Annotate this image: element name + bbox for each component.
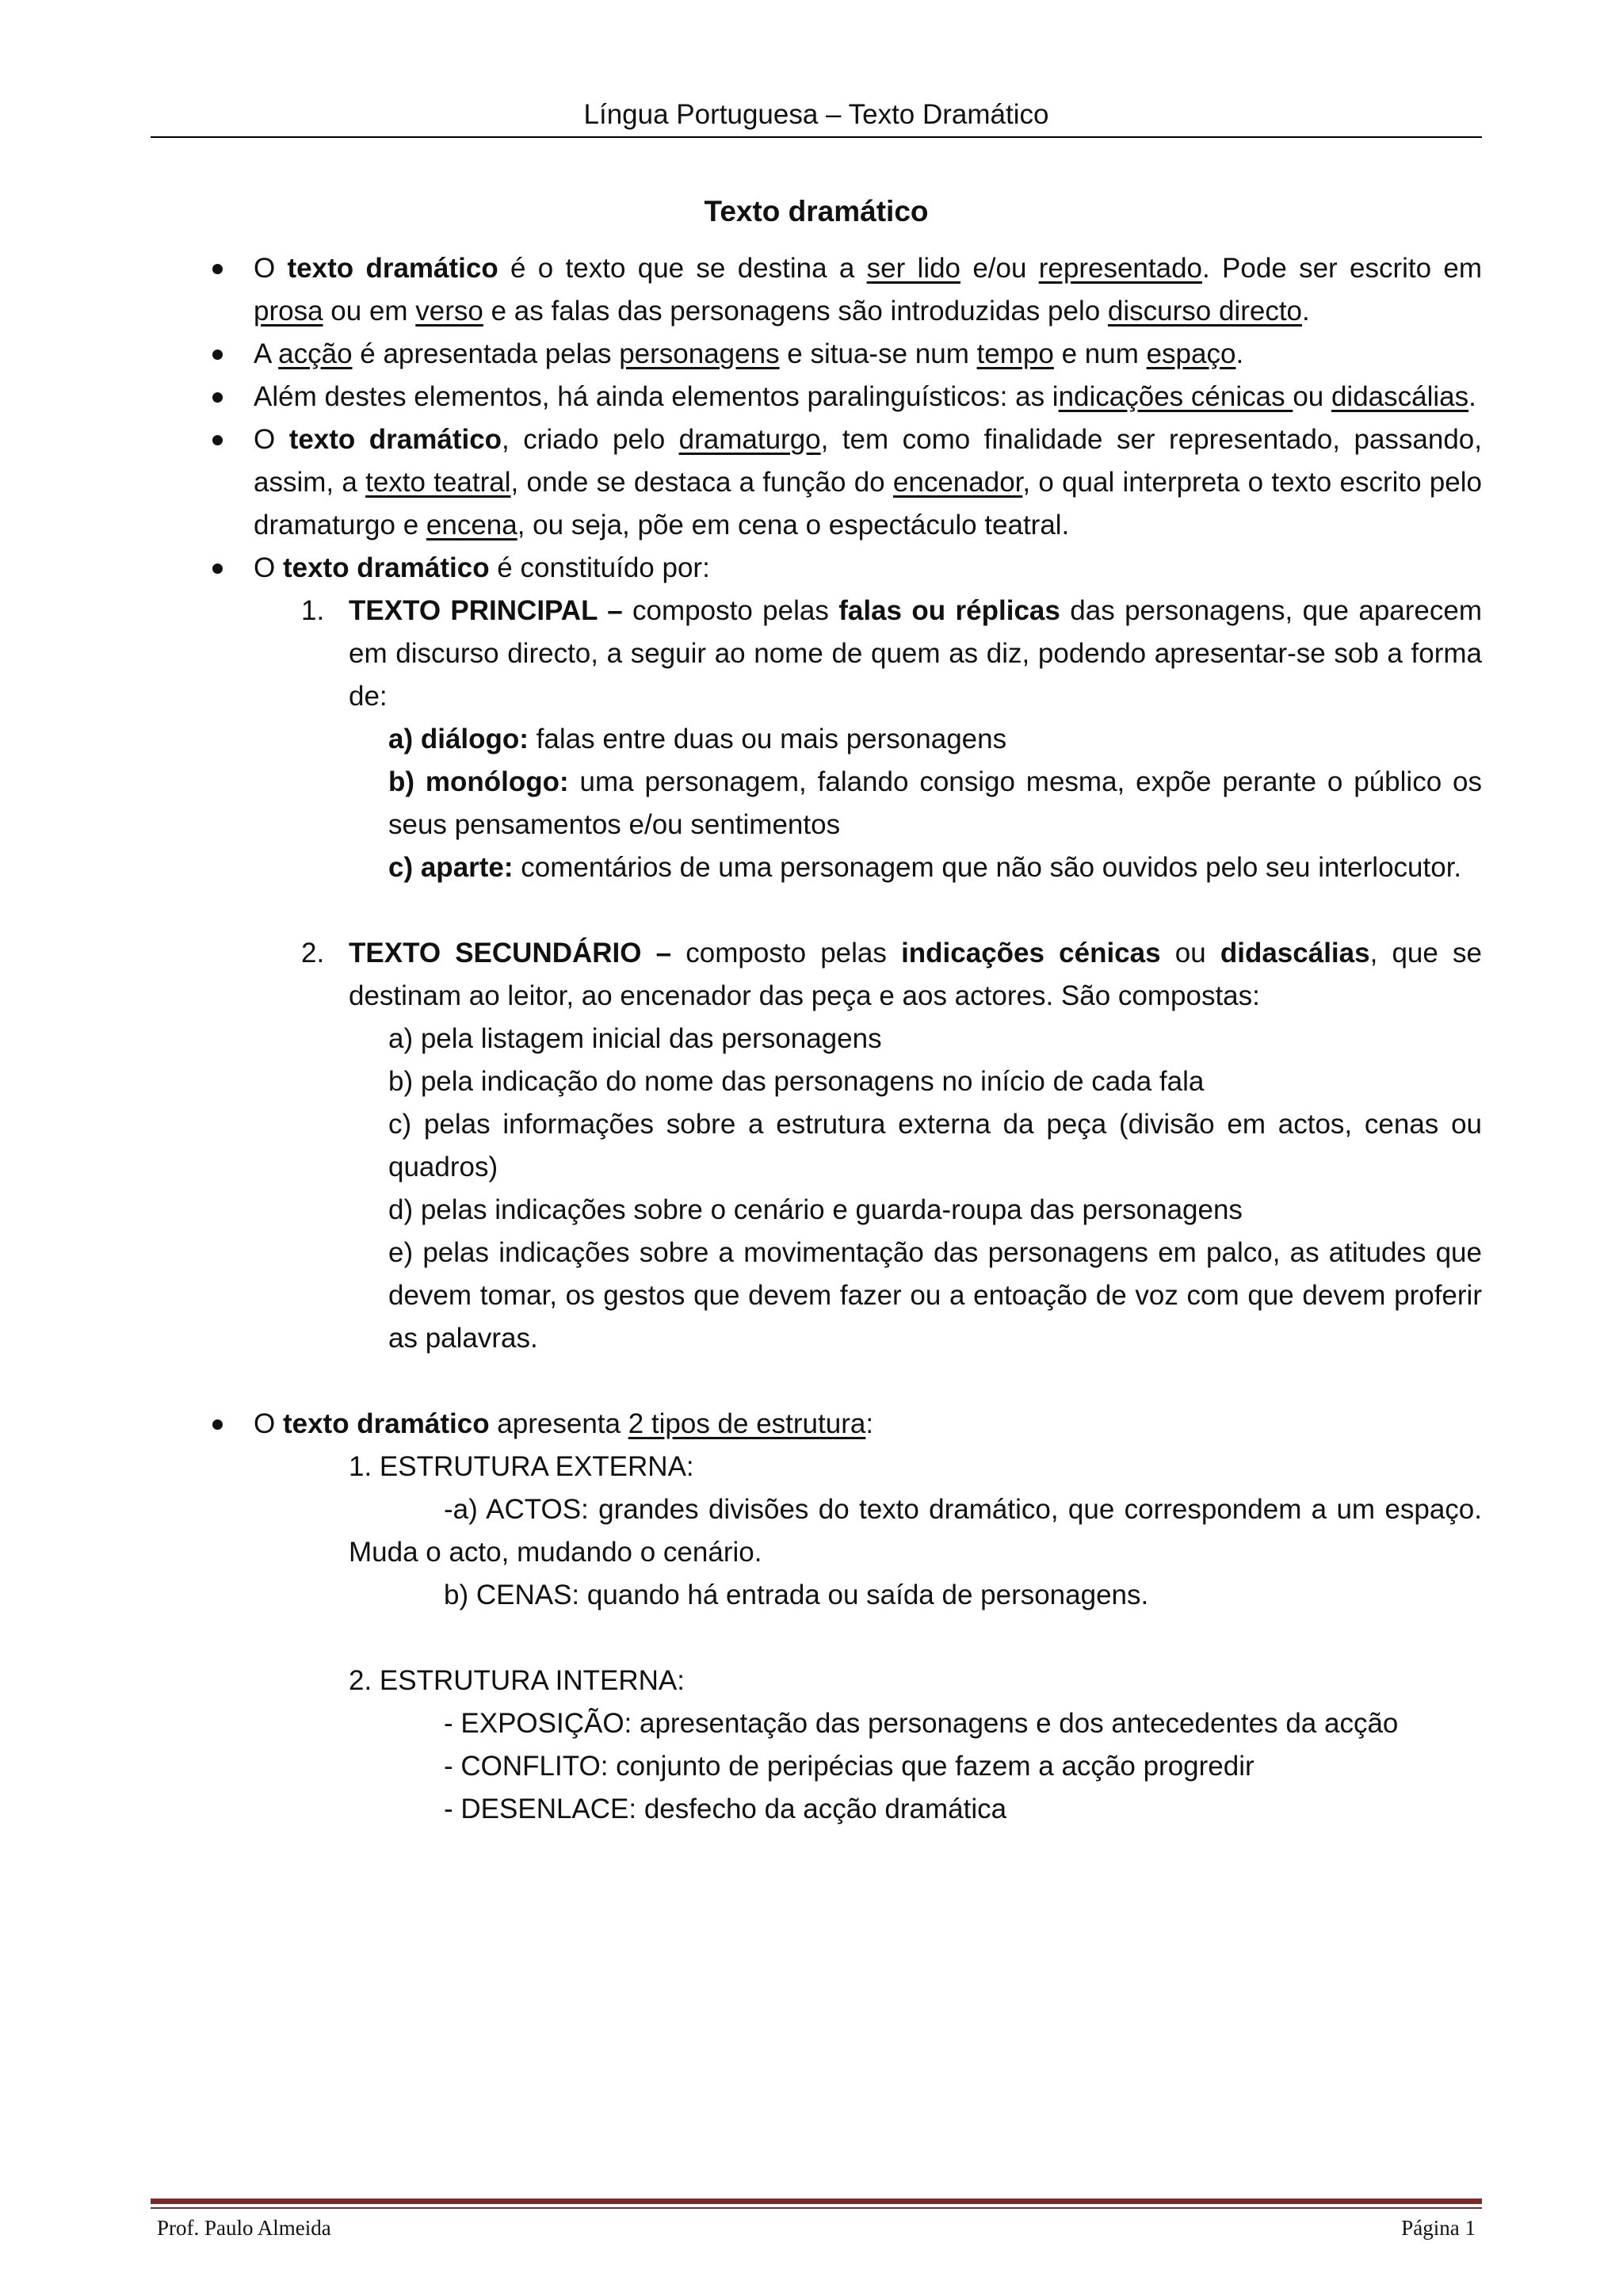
text: e num xyxy=(1053,338,1147,369)
underlined-text: discurso directo xyxy=(1107,296,1303,327)
bullet-item-dramaturgo xyxy=(151,418,1482,547)
constitution-intro xyxy=(254,547,1482,590)
text: das personagens, que aparecem em discurso directo, a seguir ao nome de quem as diz, podendo apresentar-se sob a forma de: xyxy=(349,595,1482,712)
text: , que se destinam ao leitor, ao encenador das peça e aos actores. São compostas: xyxy=(349,938,1482,1011)
external-structure-item: b) CENAS: quando há entrada ou saída de personagens. xyxy=(444,1580,1149,1610)
sub-item-label: a) diálogo: xyxy=(388,724,529,755)
text: ou xyxy=(1160,938,1220,968)
text: e/ou xyxy=(960,253,1039,284)
item-number: 1. xyxy=(301,595,325,626)
sub-item xyxy=(151,846,1482,889)
bullet-item-structure xyxy=(151,1403,1482,1446)
sub-item: b) pela indicação do nome das personagens no início de cada fala xyxy=(388,1066,1205,1097)
sub-item: e) pelas indicações sobre a movimentação das personagens em palco, as atitudes que devem tomar, os gestos que devem fazer ou a entoação de voz com que devem proferir as palavras. xyxy=(388,1237,1482,1354)
numbered-item-texto-secundario xyxy=(151,932,1482,1018)
sub-item-text: uma personagem, falando consigo mesma, expõe perante o público os seus pensamentos e/ou sentimentos xyxy=(388,766,1482,840)
text: , ou seja, põe em cena o espectáculo teatral. xyxy=(517,510,1070,541)
text: é apresentada pelas xyxy=(352,338,620,369)
bold-text: TEXTO PRINCIPAL – xyxy=(349,595,623,626)
text: e situa-se num xyxy=(779,338,977,369)
internal-structure-item: - EXPOSIÇÃO: apresentação das personagens e dos antecedentes da acção xyxy=(444,1708,1399,1739)
bullet-item-constitution xyxy=(151,547,1482,590)
footer-divider xyxy=(151,2199,1482,2204)
page-number: Página 1 xyxy=(1401,2216,1476,2240)
sub-item xyxy=(151,761,1482,846)
document-body xyxy=(151,190,1482,1831)
bold-text: texto dramático xyxy=(288,424,502,455)
underlined-text: acção xyxy=(278,338,353,369)
underlined-text: verso xyxy=(415,296,483,327)
bold-text: didascálias xyxy=(1220,938,1370,968)
text: e as falas das personagens são introduzidas pelo xyxy=(483,296,1108,327)
text: composto pelas xyxy=(622,595,839,626)
spacer xyxy=(151,889,1482,932)
underlined-text: texto teatral xyxy=(365,467,511,498)
underlined-text: representado xyxy=(1038,253,1203,284)
text: , onde se destaca a função do xyxy=(510,467,893,498)
text: O xyxy=(254,253,288,284)
bold-text: texto dramático xyxy=(282,1408,490,1439)
sub-item xyxy=(151,718,1482,761)
text: . xyxy=(1468,381,1476,412)
bullet-list xyxy=(151,1403,1482,1446)
underlined-text: encena xyxy=(426,510,517,541)
underlined-text: ndicações cénicas xyxy=(1058,381,1293,412)
bold-text: texto dramático xyxy=(282,552,490,583)
sub-item: d) pelas indicações sobre o cenário e guarda-roupa das personagens xyxy=(388,1194,1243,1225)
bullet-item-accao xyxy=(151,333,1482,376)
text: composto pelas xyxy=(671,938,902,968)
text: ou em xyxy=(323,296,416,327)
page-footer xyxy=(151,2216,1482,2248)
underlined-text: ser lido xyxy=(866,253,961,284)
sub-item-label: b) monólogo: xyxy=(388,766,569,797)
document-title: Texto dramático xyxy=(704,195,929,227)
spacer xyxy=(151,1617,1482,1660)
underlined-text: didascálias xyxy=(1331,381,1469,412)
header-divider xyxy=(151,136,1482,138)
text: é o texto que se destina a xyxy=(498,253,867,284)
text: O xyxy=(254,424,289,455)
text: O xyxy=(254,1408,283,1439)
sub-item-label: c) aparte: xyxy=(388,852,514,883)
external-structure-heading: 1. ESTRUTURA EXTERNA: xyxy=(349,1451,694,1482)
internal-structure-heading: 2. ESTRUTURA INTERNA: xyxy=(349,1665,685,1696)
bullet-item-definition xyxy=(151,247,1482,333)
footer-author: Prof. Paulo Almeida xyxy=(157,2216,331,2240)
text: : xyxy=(865,1408,874,1439)
text: é constituído por: xyxy=(489,552,710,583)
text: A xyxy=(254,338,279,369)
sub-item-text: falas entre duas ou mais personagens xyxy=(528,724,1007,755)
underlined-text: encenador xyxy=(892,467,1023,498)
bold-text: texto dramático xyxy=(287,253,498,284)
bold-text: indicações cénicas xyxy=(901,938,1161,968)
text: Além destes elementos, há ainda elementos paralinguísticos: as i xyxy=(254,381,1059,412)
text: apresenta xyxy=(489,1408,628,1439)
spacer xyxy=(151,1360,1482,1403)
underlined-text: 2 tipos de estrutura xyxy=(628,1408,866,1439)
underlined-text: tempo xyxy=(976,338,1054,369)
internal-structure-item: - DESENLACE: desfecho da acção dramática xyxy=(444,1794,1007,1824)
underlined-text: espaço xyxy=(1146,338,1236,369)
text: . Pode ser escrito em xyxy=(1202,253,1482,284)
bold-text: falas ou réplicas xyxy=(838,595,1060,626)
numbered-item-texto-principal xyxy=(151,590,1482,718)
item-number: 2. xyxy=(301,938,325,968)
text: , criado pelo xyxy=(502,424,679,455)
sub-item: c) pelas informações sobre a estrutura externa da peça (divisão em actos, cenas ou quadros) xyxy=(388,1109,1482,1182)
external-structure-item: -a) ACTOS: grandes divisões do texto dramático, que correspondem a um espaço. Muda o acto, mudando o cenário. xyxy=(349,1494,1482,1568)
sub-item-text: comentários de uma personagem que não são ouvidos pelo seu interlocutor. xyxy=(513,852,1462,883)
text: O xyxy=(254,552,283,583)
text: , tem como finalidade ser representado, passando, assim, a xyxy=(254,424,1482,498)
underlined-text: personagens xyxy=(619,338,780,369)
bold-text: TEXTO SECUNDÁRIO – xyxy=(349,938,672,968)
underlined-text: prosa xyxy=(254,296,323,327)
text: . xyxy=(1302,296,1310,327)
text: . xyxy=(1235,338,1244,369)
sub-item: a) pela listagem inicial das personagens xyxy=(388,1023,882,1054)
text: ou xyxy=(1293,381,1331,412)
page-header: Língua Portuguesa – Texto Dramático xyxy=(583,99,1049,130)
underlined-text: dramaturgo xyxy=(678,424,821,455)
text: , o qual interpreta o texto escrito pelo dramaturgo e xyxy=(254,467,1482,541)
footer-divider-thin xyxy=(151,2207,1482,2209)
bullet-list xyxy=(151,247,1482,590)
bullet-item-paralinguistic xyxy=(151,376,1482,418)
internal-structure-item: - CONFLITO: conjunto de peripécias que fazem a acção progredir xyxy=(444,1751,1254,1782)
